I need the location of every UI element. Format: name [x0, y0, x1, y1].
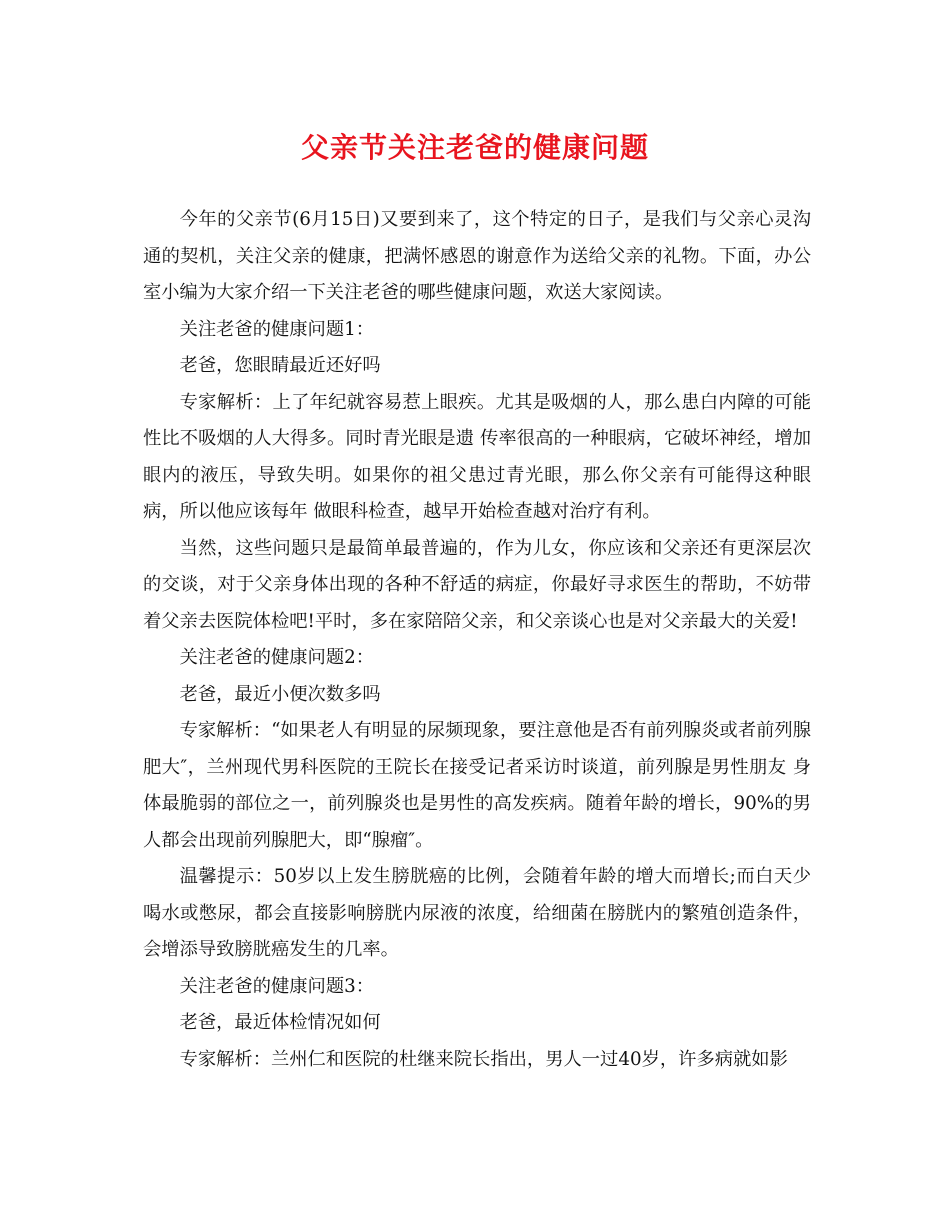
paragraph-advice: 当然，这些问题只是最简单最普遍的，作为儿女，你应该和父亲还有更深层次的交谈，对于父亲身体出现的各种不舒适的病症，你最好寻求医生的帮助，不妨带 着父亲去医院体检吧!平时，多在家陪陪父亲，和父亲谈心也是对父亲最大的关爱! [143, 537, 811, 632]
question-1: 老爸，您眼睛最近还好吗 [179, 355, 381, 376]
warm-tip: 温馨提示：50岁以上发生膀胱癌的比例，会随着年龄的增大而增长;而白天少喝水或憋尿，都会直接影响膀胱内尿液的浓度，给细菌在膀胱内的繁殖创造条件，会增添导致膀胱癌发生的几率。 [143, 866, 811, 960]
expert-analysis-2: 专家解析：“如果老人有明显的尿频现象，要注意他是否有前列腺炎或者前列腺肥大″，兰州现代男科医院的王院长在接受记者采访时谈道，前列腺是男性朋友 身体最脆弱的部位之一，前列腺炎也是男性的高发疾病。随着年龄的增长，90%的男人都会出现前列腺肥大，即“腺瘤″。 [143, 720, 811, 851]
section-heading-2: 关注老爸的健康问题2： [179, 647, 375, 668]
question-2: 老爸，最近小便次数多吗 [179, 683, 381, 705]
expert-analysis-3: 专家解析：兰州仁和医院的杜继来院长指出，男人一过40岁，许多病就如影 [179, 1048, 788, 1070]
document-title: 父亲节关注老爸的健康问题 [300, 131, 649, 164]
section-heading-3: 关注老爸的健康问题3： [179, 975, 375, 997]
section-heading-1: 关注老爸的健康问题1： [179, 318, 375, 340]
document-body [143, 202, 811, 1078]
paragraph-intro: 今年的父亲节(6月15日)又要到来了，这个特定的日子，是我们与父亲心灵沟通的契机，关注父亲的健康，把满怀感恩的谢意作为送给父亲的礼物。下面，办公室小编为大家介绍一下关注老爸的哪些健康问题，欢送大家阅读。 [143, 209, 811, 303]
question-3: 老爸，最近体检情况如何 [179, 1012, 381, 1033]
expert-analysis-1: 专家解析：上了年纪就容易惹上眼疾。尤其是吸烟的人，那么患白内障的可能性比不吸烟的人大得多。同时青光眼是遗 传率很高的一种眼病，它破坏神经，增加眼内的液压，导致失明。如果你的祖父患过青光眼，那么你父亲有可能得这种眼病，所以他应该每年 做眼科检查，越早开始检查越对治疗有利。 [143, 391, 811, 522]
